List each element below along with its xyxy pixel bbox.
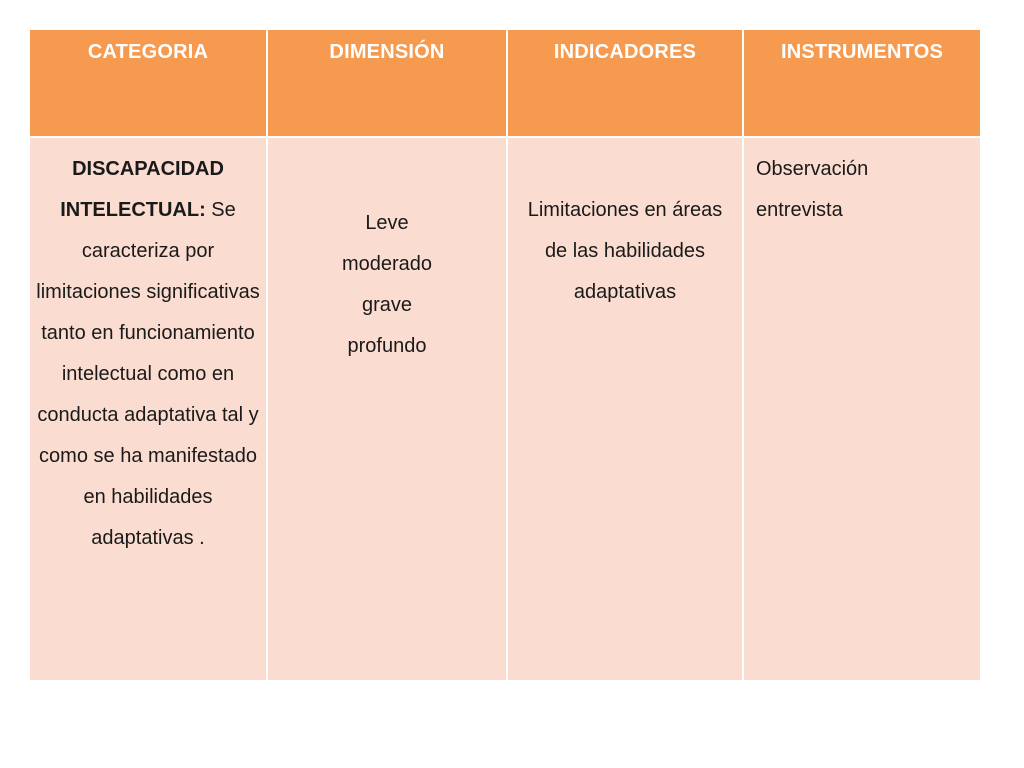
dimension-item: moderado <box>341 253 433 275</box>
categoria-term: DISCAPACIDAD INTELECTUAL: <box>60 158 224 221</box>
indicadores-text: Limitaciones en áreas de las habilidades adaptativas <box>527 199 723 303</box>
category-table <box>28 28 982 682</box>
header-categoria: CATEGORIA <box>29 29 267 137</box>
categoria-description: Se caracteriza por limitaciones significativas tanto en funcionamiento intelectual como en conducta adaptativa tal y como se ha manifestado en habilidades adaptativas . <box>36 199 260 549</box>
header-indicadores: INDICADORES <box>507 29 743 137</box>
dimension-item: profundo <box>347 335 427 357</box>
dimension-item: grave <box>361 294 413 316</box>
cell-indicadores <box>507 137 743 681</box>
table-row <box>29 137 981 681</box>
dimension-item: Leve <box>365 212 409 234</box>
table-header-row <box>29 29 981 137</box>
cell-instrumentos <box>743 137 981 681</box>
instrumento-item: entrevista <box>756 199 843 221</box>
cell-dimension <box>267 137 507 681</box>
cell-categoria <box>29 137 267 681</box>
instrumento-item: Observación <box>756 158 869 180</box>
header-dimension: DIMENSIÓN <box>267 29 507 137</box>
header-instrumentos: INSTRUMENTOS <box>743 29 981 137</box>
